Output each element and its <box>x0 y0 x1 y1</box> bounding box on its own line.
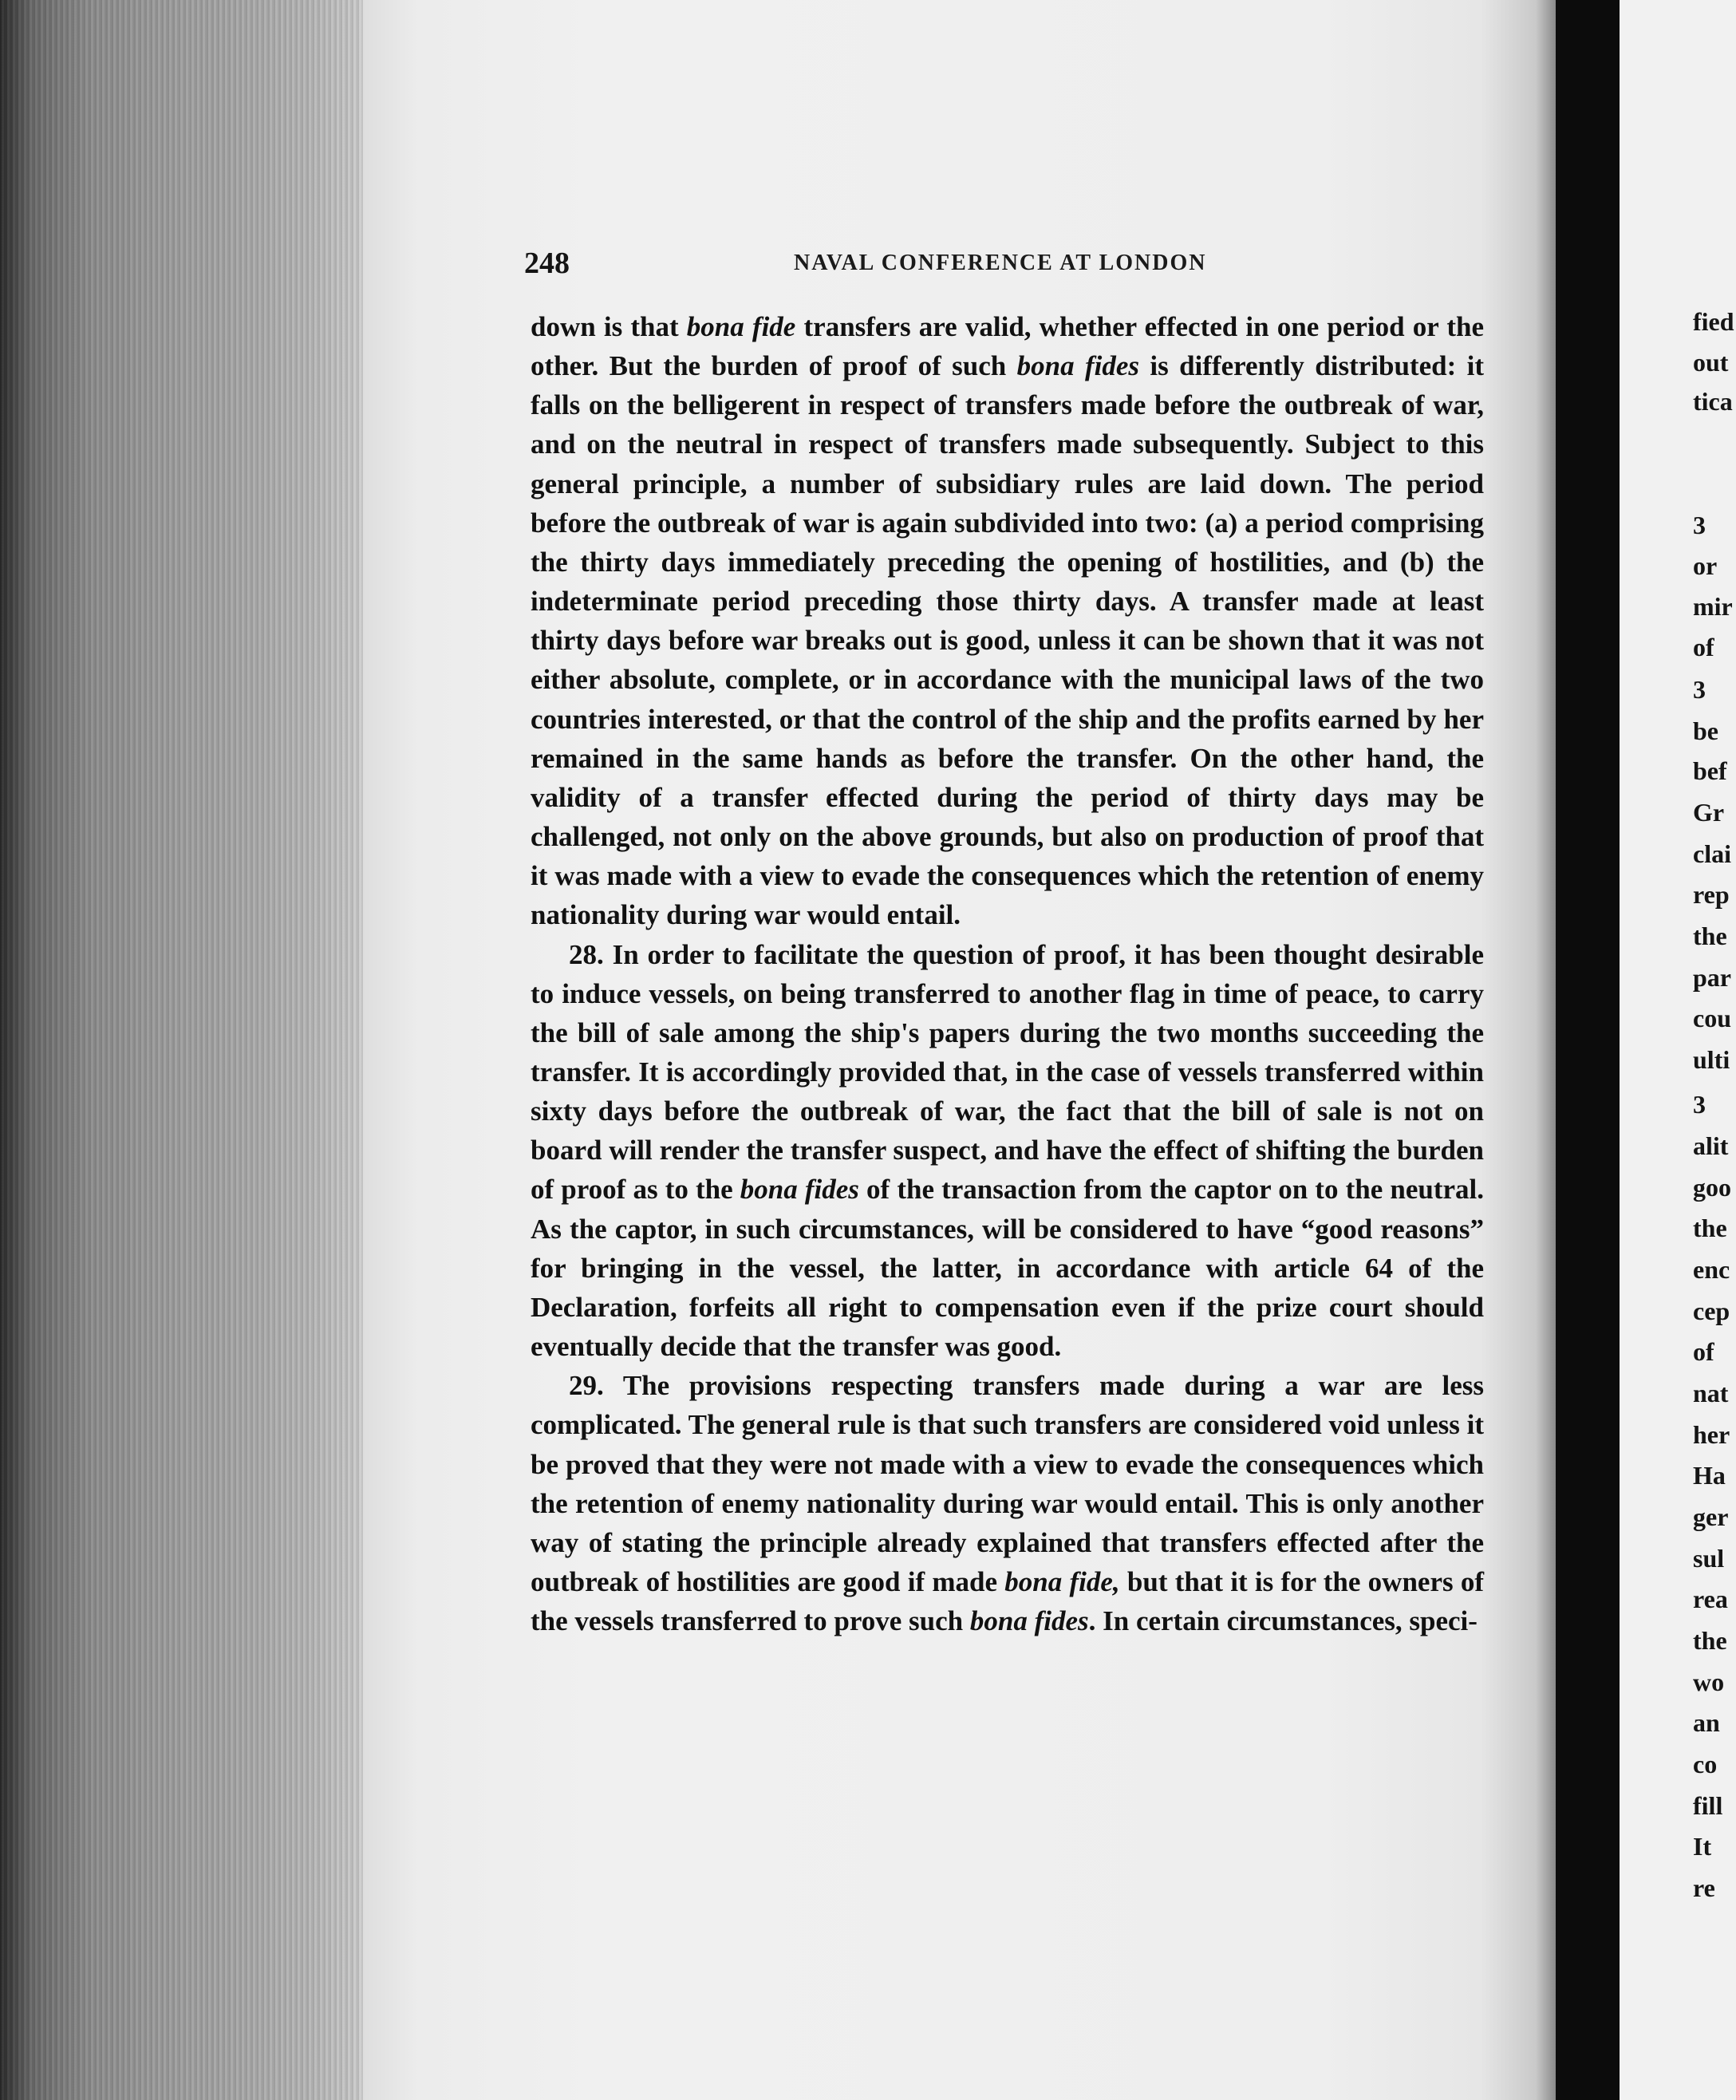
text-run: but that it is for the owners of the vessels transferred to prove such <box>531 1566 1485 1637</box>
facing-page-line: cep <box>1693 1297 1730 1325</box>
facing-page-line: bef <box>1693 756 1727 785</box>
facing-page-line: or <box>1693 551 1718 580</box>
facing-page-line: co <box>1693 1750 1718 1778</box>
facing-page-line: mir <box>1693 592 1733 621</box>
facing-page-line: 3 <box>1693 1090 1706 1119</box>
facing-page-line: enc <box>1693 1255 1730 1284</box>
facing-page-line: 3 <box>1693 675 1706 704</box>
paragraph-p3 <box>531 1366 1484 1640</box>
text-run: of the transaction from the captor on to the neutral. As the captor, in such circumstances, will be considered to have “good reasons” for bringing in the vessel, the latter, in accordance with article 64 of the Declaration, forfeits all right to compensation even if the prize court should eventually decide that the transfer was good. <box>531 1174 1485 1363</box>
book-page-edges <box>0 0 375 2100</box>
page-number: 248 <box>524 247 570 280</box>
facing-page-line: Ha <box>1693 1461 1726 1490</box>
text-run: is differently distributed: it falls on the belligerent in respect of transfers made before the outbreak of war, and on the neutral in respect of transfers made subsequently. Subject to this general principle, a number of subsidiary rules are laid down. The period before the outbreak of war is again subdivided into two: (a) a period comprising the thirty days immediately preceding the opening of hostilities, and (b) the indeterminate period preceding those thirty days. A transfer made at least thirty days before war breaks out is good, unless it can be shown that it was not either absolute, complete, or in accordance with the municipal laws of the two countries interested, or that the control of the ship and the profits earned by her remained in the same hands as before the transfer. On the other hand, the validity of a transfer effected during the period of thirty days may be challenged, not only on the above grounds, but also on production of proof that it was made with a view to evade the consequences which the retention of enemy nationality during war would entail. <box>531 350 1484 931</box>
facing-page-fragment <box>1620 0 1736 2100</box>
facing-page-line: the <box>1693 1214 1727 1242</box>
facing-page-line: an <box>1693 1708 1720 1737</box>
facing-page-line: rep <box>1693 880 1730 909</box>
facing-page-line: cou <box>1693 1004 1731 1032</box>
running-head: NAVAL CONFERENCE AT LONDON <box>794 251 1207 275</box>
facing-page-line: It <box>1693 1832 1712 1861</box>
italic-term: bona fides <box>740 1174 859 1206</box>
facing-page-line: goo <box>1693 1173 1731 1202</box>
text-run: transfers are valid, whether effected in one period or the other. But the burden of proof of such <box>531 311 1484 382</box>
italic-term: bona fide, <box>1004 1566 1120 1597</box>
text-run: . In certain circumstances, speci- <box>1088 1605 1478 1637</box>
facing-page-line: Gr <box>1693 798 1725 827</box>
facing-page-line: ger <box>1693 1502 1729 1531</box>
facing-page-line: sul <box>1693 1544 1725 1573</box>
facing-page-line: nat <box>1693 1379 1729 1407</box>
italic-term: bona fides <box>969 1605 1089 1637</box>
text-run: down is that <box>531 311 687 342</box>
facing-page-line: of <box>1693 1337 1714 1366</box>
facing-page-line: the <box>1693 922 1727 950</box>
facing-page-line: rea <box>1693 1585 1728 1613</box>
facing-page-line: be <box>1693 716 1718 745</box>
facing-page-line: tica <box>1693 387 1733 416</box>
facing-page-line: clai <box>1693 839 1731 868</box>
body-text <box>531 307 1484 1640</box>
italic-term: bona fides <box>1016 350 1140 382</box>
facing-page-line: wo <box>1693 1668 1725 1696</box>
facing-page-line: alit <box>1693 1131 1729 1160</box>
facing-page-line: of <box>1693 633 1714 661</box>
paragraph-p1 <box>531 307 1484 935</box>
facing-page-line: par <box>1693 963 1731 992</box>
italic-term: bona fide <box>686 311 796 342</box>
page-header <box>524 246 1482 294</box>
text-run: 28. In order to facilitate the question of proof, it has been thought desirable to induce vessels, on being transferred to another flag in time of peace, to carry the bill of sale among the ship's papers during the two months succeeding the transfer. It is accordingly provided that, in the case of vessels transferred within sixty days before the outbreak of war, the fact that the bill of sale is not on board will render the transfer suspect, and have the effect of shifting the burden of proof as to the <box>531 938 1484 1206</box>
paragraph-p2 <box>531 935 1484 1367</box>
facing-page-line: 3 <box>1693 511 1706 539</box>
text-run: 29. The provisions respecting transfers made during a war are less complicated. The general rule is that such transfers are considered void unless it be proved that they were not made with a view to evade the consequences which the retention of enemy nationality during war would entail. This is only another way of stating the principle already explained that transfers effected after the outbreak of hostilities are good if made <box>531 1370 1484 1597</box>
facing-page-line: fill <box>1693 1791 1723 1820</box>
facing-page-line: out <box>1693 348 1729 377</box>
facing-page-line: re <box>1693 1873 1715 1902</box>
facing-page-line: fied <box>1693 307 1734 336</box>
facing-page-line: her <box>1693 1420 1730 1449</box>
facing-page-line: the <box>1693 1626 1727 1655</box>
facing-page-line: ulti <box>1693 1045 1730 1074</box>
